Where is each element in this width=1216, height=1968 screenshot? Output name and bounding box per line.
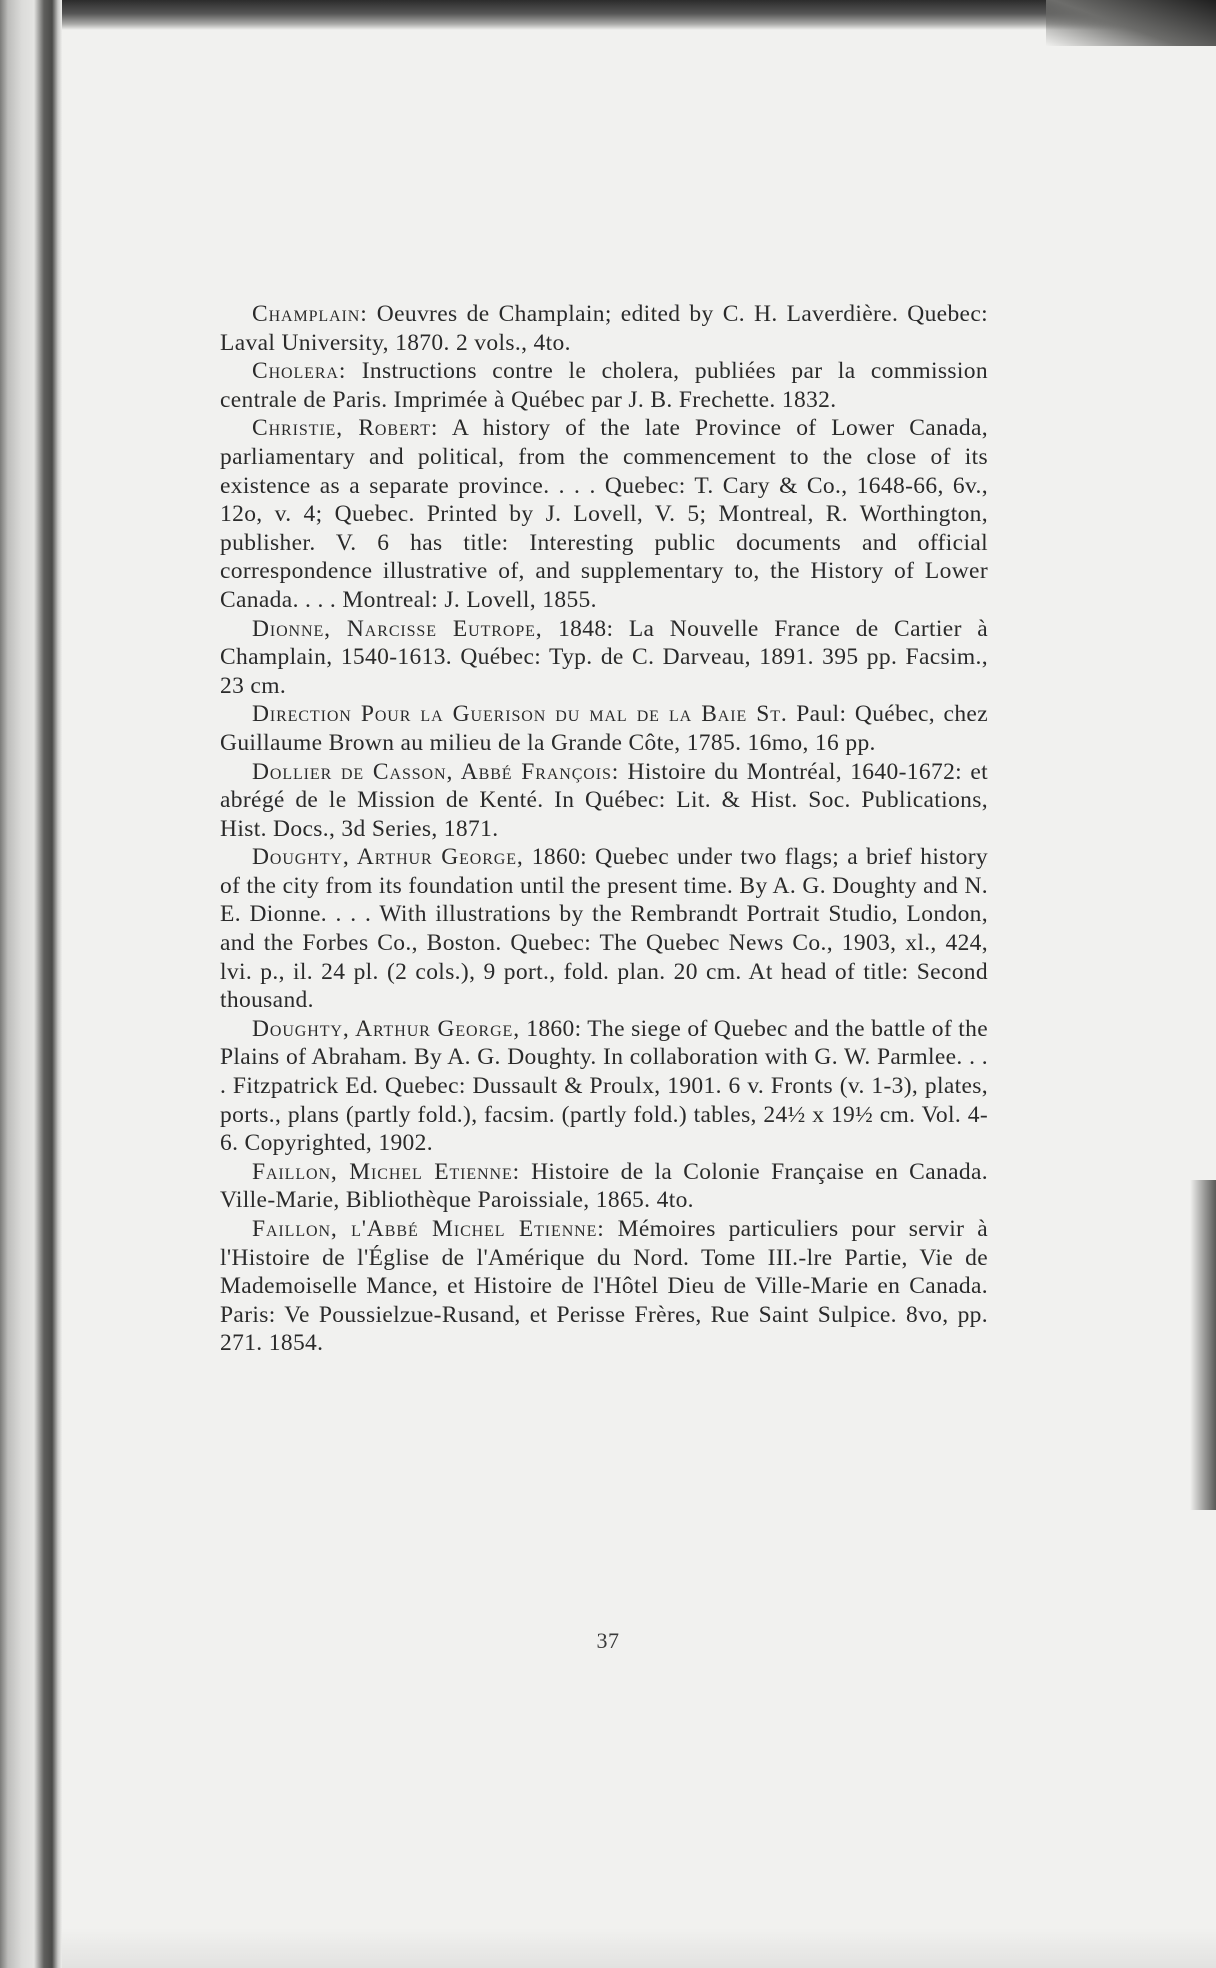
bibliography-entry [220, 700, 988, 757]
entry-text: Oeuvres de Champlain; edited by C. H. Laverdière. Quebec: Laval University, 1870. 2 vols., 4to. [220, 301, 988, 356]
entry-name: Dollier de Casson, Abbé François: [252, 758, 620, 785]
page-number: 37 [596, 1628, 620, 1653]
bibliography-entry [220, 1158, 988, 1215]
bibliography-entry [220, 414, 988, 614]
bibliography-entry [220, 1215, 988, 1358]
book-spine-edge [0, 0, 62, 1968]
page-corner-shadow [1046, 0, 1216, 46]
entry-text: A history of the late Province of Lower Canada, parliamentary and political, from the commencement to the close of its existence as a separate province. . . . Quebec: T. Cary & Co., 1648-66, 6v., 12o, v. 4; Quebec. Printed by J. Lovell, V. 5; Montreal, R. Worthington, publisher. V. 6 has title: Interesting public documents and official correspondence illustrative of, and supplementary to, the History of Lower Canada. . . . Montreal: J. Lovell, 1855. [220, 415, 988, 613]
bibliography-entry [220, 615, 988, 701]
entry-name: Doughty, Arthur George, [252, 844, 524, 871]
entry-name: Cholera: [252, 358, 347, 385]
entry-text: 1860: Quebec under two flags; a brief history of the city from its foundation until the present time. By A. G. Doughty and N. E. Dionne. . . . With illustrations by the Rembrandt Portrait Studio, London, and the Forbes Co., Boston. Quebec: The Quebec News Co., 1903, xl., 424, lvi. p., il. 24 pl. (2 cols.), 9 port., fold. plan. 20 cm. At head of title: Second thousand. [220, 844, 988, 1014]
entry-name: Dionne, Narcisse Eutrope, [252, 615, 543, 642]
bibliography-entry [220, 843, 988, 1015]
page-right-edge-shadow [1190, 1180, 1216, 1510]
entry-text: Paul: Québec, chez Guillaume Brown au milieu de la Grande Côte, 1785. 16mo, 16 pp. [220, 701, 988, 756]
page-bottom-shade [62, 1928, 1216, 1968]
bibliography-entry [220, 300, 988, 357]
bibliography-entry [220, 357, 988, 414]
page-top-shadow [0, 0, 1216, 30]
entry-text: Mémoires particuliers pour servir à l'Histoire de l'Église de l'Amérique du Nord. Tome III.-lre Partie, Vie de Mademoiselle Mance, et Histoire de l'Hôtel Dieu de Ville-Marie en Canada. Paris: Ve Poussielzue-Rusand, et Perisse Frères, Rue Saint Sulpice. 8vo, pp. 271. 1854. [220, 1216, 988, 1357]
entry-name: Faillon, l'Abbé Michel Etienne: [252, 1216, 605, 1242]
entry-name: Direction Pour la Guerison du mal de la Baie St. [252, 701, 788, 728]
bibliography-text [220, 300, 988, 1358]
entry-name: Faillon, Michel Etienne: [252, 1158, 521, 1185]
entry-text: Instructions contre le cholera, publiées par la commission centrale de Paris. Imprimée à Québec par J. B. Frechette. 1832. [220, 358, 988, 413]
entry-text: 1860: The siege of Quebec and the battle of the Plains of Abraham. By A. G. Doughty. In collaboration with G. W. Parmlee. . . . Fitzpatrick Ed. Quebec: Dussault & Proulx, 1901. 6 v. Fronts (v. 1-3), plates, ports., plans (partly fold.), facsim. (partly fold.) tables, 24½ x 19½ cm. Vol. 4-6. Copyrighted, 1902. [220, 1015, 988, 1157]
bibliography-entry [220, 758, 988, 844]
entry-name: Doughty, Arthur George, [252, 1015, 520, 1042]
entry-text: Histoire du Montréal, 1640-1672: et abrégé de le Mission de Kenté. In Québec: Lit. & Hist. Soc. Publications, Hist. Docs., 3d Series, 1871. [220, 758, 988, 842]
entry-name: Christie, Robert: [252, 415, 439, 442]
entry-name: Champlain: [252, 301, 368, 327]
bibliography-entry [220, 1015, 988, 1158]
entry-text: 1848: La Nouvelle France de Cartier à Champlain, 1540-1613. Québec: Typ. de C. Darveau, 1891. 395 pp. Facsim., 23 cm. [220, 615, 989, 699]
entry-text: Histoire de la Colonie Française en Canada. Ville-Marie, Bibliothèque Paroissiale, 1865. 4to. [220, 1158, 988, 1214]
